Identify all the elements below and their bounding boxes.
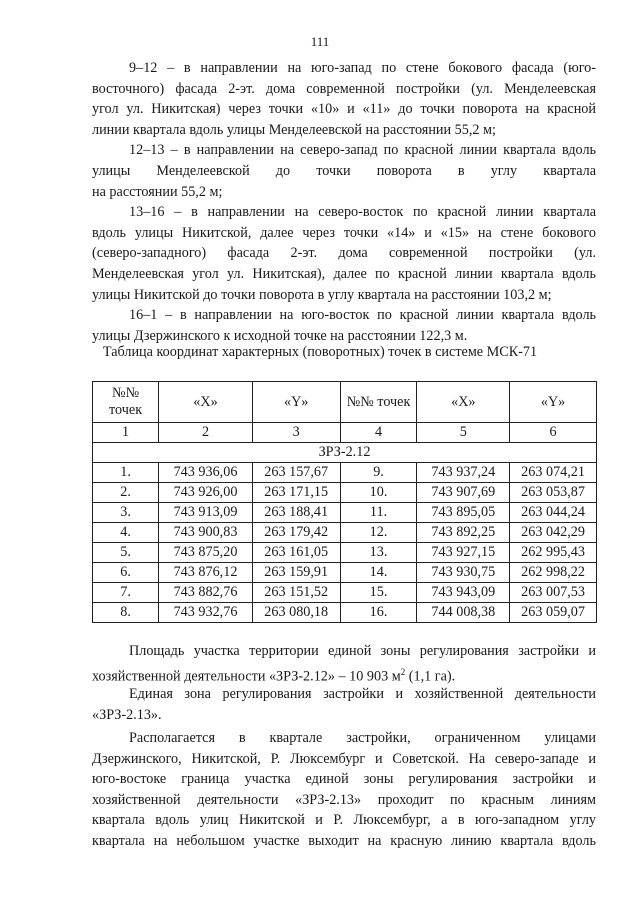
point-number: 14. <box>340 563 417 583</box>
point-number: 10. <box>340 483 417 503</box>
point-number: 7. <box>93 583 159 603</box>
column-number: 1 <box>93 423 159 443</box>
paragraph-13-16-line-1: 13–16 – в направлении на северо-восток по красной линии квартала <box>129 204 596 221</box>
header-x: «X» <box>159 382 253 423</box>
header-x-2: «X» <box>417 382 510 423</box>
coordinates-table <box>92 381 597 623</box>
table-body <box>93 463 597 623</box>
y-value: 263 179,42 <box>252 523 340 543</box>
x-value: 743 937,24 <box>417 463 510 483</box>
final-paragraph <box>92 728 596 852</box>
header-y-2: «Y» <box>510 382 597 423</box>
column-number: 5 <box>417 423 510 443</box>
x-value: 743 892,25 <box>417 523 510 543</box>
y-value: 263 161,05 <box>252 543 340 563</box>
final-line-5: квартала вдоль улиц Никитской и Р. Люксембург, а в юго-западном углу <box>92 812 596 829</box>
table-header-row <box>93 382 597 423</box>
paragraph-9-12-line-4: линии квартала вдоль улицы Менделеевской на расстоянии 55,2 м; <box>92 121 496 138</box>
x-value: 743 930,75 <box>417 563 510 583</box>
area-line-1: Площадь участка территории единой зоны регулирования застройки и <box>129 643 596 659</box>
zone-heading-line-1: Единая зона регулирования застройки и хозяйственной деятельности <box>129 686 596 702</box>
y-value: 262 998,22 <box>510 563 597 583</box>
y-value: 263 042,29 <box>510 523 597 543</box>
x-value: 743 875,20 <box>159 543 253 563</box>
point-number: 13. <box>340 543 417 563</box>
y-value: 263 059,07 <box>510 603 597 623</box>
table-row <box>93 463 597 483</box>
paragraph-9-12-line-2: восточного) фасада 2-эт. дома современной постройки (ул. Менделеевская <box>92 80 596 97</box>
point-number: 16. <box>340 603 417 623</box>
area-line-2: хозяйственной деятельности «ЗРЗ-2.12» – 10 903 $м^2$ (1,1 га). <box>92 666 456 685</box>
paragraph-13-16-line-3: (северо-западного) фасада 2-эт. дома современной постройки (ул. <box>92 245 596 262</box>
point-number: 9. <box>340 463 417 483</box>
x-value: 744 008,38 <box>417 603 510 623</box>
y-value: 263 151,52 <box>252 583 340 603</box>
zone-heading-line-2: «ЗРЗ-2.13». <box>92 706 162 723</box>
final-line-2: Дзержинского, Никитской, Р. Люксембург и Советской. На северо-западе и <box>92 750 596 767</box>
x-value: 743 895,05 <box>417 503 510 523</box>
x-value: 743 900,83 <box>159 523 253 543</box>
x-value: 743 932,76 <box>159 603 253 623</box>
column-number: 6 <box>510 423 597 443</box>
paragraph-12-13-line-1: 12–13 – в направлении на северо-запад по красной линии квартала вдоль <box>129 142 596 159</box>
point-number: 8. <box>93 603 159 623</box>
area-paragraph <box>92 641 596 687</box>
table-row <box>93 503 597 523</box>
paragraph-12-13-line-3: на расстоянии 55,2 м; <box>92 183 223 200</box>
column-number: 3 <box>252 423 340 443</box>
paragraph-9-12-line-1: 9–12 – в направлении на юго-запад по стене бокового фасада (юго- <box>129 60 596 76</box>
point-number: 3. <box>93 503 159 523</box>
point-number: 11. <box>340 503 417 523</box>
table-row <box>93 523 597 543</box>
y-value: 263 080,18 <box>252 603 340 623</box>
zone-heading <box>92 684 596 725</box>
header-point-numbers: №№ точек <box>93 382 159 423</box>
header-point-numbers-2: №№ точек <box>340 382 417 423</box>
column-number-row <box>93 423 597 443</box>
point-number: 12. <box>340 523 417 543</box>
final-line-1: Располагается в квартале застройки, ограниченном улицами <box>129 730 596 746</box>
zone-label-row <box>93 443 597 463</box>
y-value: 263 159,91 <box>252 563 340 583</box>
point-number: 4. <box>93 523 159 543</box>
paragraph-9-12-line-3: угол ул. Никитская) через точки «10» и «11» до точки поворота на красной <box>92 101 596 118</box>
table-caption: Таблица координат характерных (поворотных) точек в системе МСК-71 <box>102 344 538 360</box>
paragraph-13-16-line-2: вдоль улицы Никитской, далее через точки «14» и «15» на стене бокового <box>92 224 596 241</box>
paragraph-13-16-line-5: улицы Никитской до точки поворота в углу квартала на расстоянии 103,2 м; <box>92 286 552 303</box>
x-value: 743 926,00 <box>159 483 253 503</box>
boundary-description <box>92 58 596 346</box>
table-row <box>93 603 597 623</box>
y-value: 262 995,43 <box>510 543 597 563</box>
x-value: 743 913,09 <box>159 503 253 523</box>
y-value: 263 074,21 <box>510 463 597 483</box>
x-value: 743 936,06 <box>159 463 253 483</box>
column-number: 4 <box>340 423 417 443</box>
table-row <box>93 563 597 583</box>
zone-label: ЗРЗ-2.12 <box>93 443 597 463</box>
paragraph-16-1-line-1: 16–1 – в направлении на юго-восток по красной линии квартала вдоль <box>129 307 596 324</box>
x-value: 743 876,12 <box>159 563 253 583</box>
page-number: 111 <box>310 34 330 49</box>
column-number: 2 <box>159 423 253 443</box>
x-value: 743 882,76 <box>159 583 253 603</box>
point-number: 1. <box>93 463 159 483</box>
x-value: 743 943,09 <box>417 583 510 603</box>
table-row <box>93 583 597 603</box>
table-row <box>93 483 597 503</box>
y-value: 263 007,53 <box>510 583 597 603</box>
paragraph-12-13-line-2: улицы Менделеевской до точки поворота в углу квартала <box>92 162 596 179</box>
final-line-4: хозяйственной деятельности «ЗРЗ-2.13» проходит по красным линиям <box>92 791 596 808</box>
point-number: 6. <box>93 563 159 583</box>
x-value: 743 907,69 <box>417 483 510 503</box>
paragraph-16-1-line-2: улицы Дзержинского к исходной точке на расстоянии 122,3 м. <box>92 327 468 344</box>
y-value: 263 044,24 <box>510 503 597 523</box>
y-value: 263 053,87 <box>510 483 597 503</box>
point-number: 5. <box>93 543 159 563</box>
paragraph-13-16-line-4: Менделеевская угол ул. Никитская), далее по красной линии квартала вдоль <box>92 265 596 282</box>
final-line-3: юго-востоке граница участка единой зоны регулирования застройки и <box>92 771 596 788</box>
y-value: 263 157,67 <box>252 463 340 483</box>
x-value: 743 927,15 <box>417 543 510 563</box>
y-value: 263 188,41 <box>252 503 340 523</box>
y-value: 263 171,15 <box>252 483 340 503</box>
header-y: «Y» <box>252 382 340 423</box>
point-number: 15. <box>340 583 417 603</box>
final-line-6: квартала на небольшом участке выходит на красную линию квартала вдоль <box>92 832 596 849</box>
point-number: 2. <box>93 483 159 503</box>
table-row <box>93 543 597 563</box>
